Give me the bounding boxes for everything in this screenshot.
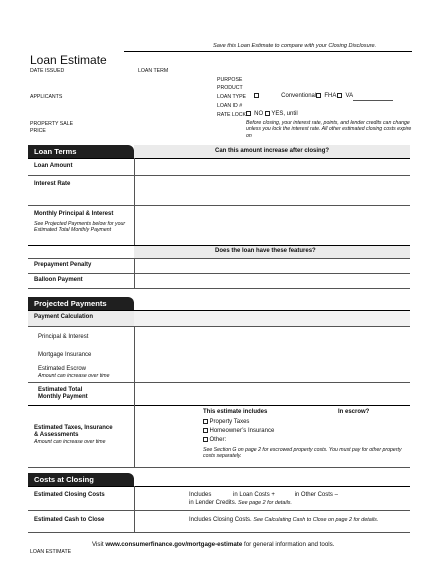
- homeowners-checkbox[interactable]: [203, 428, 208, 433]
- escrow-label: Estimated Escrow: [38, 366, 87, 372]
- loan-terms-heading: Loan Terms: [28, 145, 134, 158]
- taxes-note: Amount can increase over time: [34, 439, 106, 445]
- cc-see-page: See page 2 for details.: [238, 500, 292, 506]
- rate-lock-label: RATE LOCK: [217, 112, 247, 118]
- escrow-note: Amount can increase over time: [38, 373, 110, 379]
- cash-to-close-detail: [189, 517, 378, 524]
- divider: [28, 486, 410, 487]
- conventional-checkbox[interactable]: [254, 93, 259, 98]
- loan-term-label: LOAN TERM: [138, 68, 169, 74]
- prepayment-label: Prepayment Penalty: [34, 262, 92, 268]
- divider: [28, 405, 410, 406]
- opt-property-taxes: [203, 419, 249, 426]
- divider: [28, 288, 410, 289]
- column-divider: [134, 158, 135, 245]
- payment-calc-columns: [134, 311, 410, 326]
- footer-visit-a: Visit: [92, 541, 104, 548]
- fha-checkbox[interactable]: [316, 93, 321, 98]
- footer-visit-b: for general information and tools.: [244, 541, 335, 548]
- cc-loan-costs: in Loan Costs +: [233, 492, 275, 498]
- property-taxes-text: Property Taxes: [209, 419, 250, 426]
- loan-amount-label: Loan Amount: [34, 163, 73, 169]
- column-divider: [134, 326, 135, 405]
- va-checkbox[interactable]: [337, 93, 342, 98]
- price-label: PRICE: [30, 128, 46, 134]
- mortgage-insurance-label: Mortgage Insurance: [38, 352, 92, 358]
- principal-label: Principal & Interest: [38, 334, 89, 340]
- column-divider: [134, 405, 135, 467]
- divider: [28, 467, 410, 468]
- divider: [28, 258, 410, 259]
- features-question: Does the loan have these features?: [215, 248, 316, 254]
- section-note: See Section G on page 2 for escrowed property costs. You must pay for other property costs separately.: [203, 447, 402, 460]
- column-divider: [134, 486, 135, 532]
- monthly-pi-label: Monthly Principal & Interest: [34, 211, 114, 217]
- rate-lock-options: [246, 111, 298, 118]
- monthly-pi-note: See Projected Payments below for your Estimated Total Monthly Payment: [34, 221, 126, 234]
- loan-terms-rule: [28, 158, 410, 159]
- va-blank: [353, 100, 393, 101]
- tagline-rule: [124, 51, 412, 52]
- page-title: Loan Estimate: [30, 53, 107, 67]
- taxes-line1: Estimated Taxes, Insurance: [34, 425, 113, 431]
- fha-label: FHA: [324, 93, 337, 100]
- date-issued-label: DATE ISSUED: [30, 68, 65, 74]
- product-label: PRODUCT: [217, 85, 243, 91]
- payment-calc-label: Payment Calculation: [34, 314, 94, 320]
- divider: [28, 205, 410, 206]
- opt-homeowners: [203, 428, 274, 435]
- divider: [28, 273, 410, 274]
- other-checkbox[interactable]: [203, 437, 208, 442]
- ctc-includes: Includes Closing Costs.: [189, 517, 252, 523]
- homeowners-text: Homeowner’s Insurance: [209, 428, 275, 435]
- interest-rate-label: Interest Rate: [34, 181, 71, 187]
- opt-other: [203, 437, 226, 444]
- footer-visit: [92, 541, 334, 548]
- rate-lock-no-checkbox[interactable]: [246, 111, 251, 116]
- va-label: VA: [345, 93, 354, 100]
- property-label: PROPERTY SALE: [30, 121, 74, 127]
- closing-costs-detail-2: [189, 500, 292, 507]
- balloon-label: Balloon Payment: [34, 277, 83, 283]
- includes-label: This estimate includes: [203, 409, 268, 415]
- total-line1: Estimated Total: [38, 387, 83, 393]
- total-line2: Monthly Payment: [38, 394, 88, 400]
- loan-id-label: LOAN ID #: [217, 103, 243, 109]
- projected-heading: Projected Payments: [28, 297, 134, 310]
- ctc-see-page: See Calculating Cash to Close on page 2 for details.: [253, 517, 379, 523]
- taxes-line2: & Assessments: [34, 432, 79, 438]
- closing-heading: Costs at Closing: [28, 473, 134, 486]
- in-escrow-label: In escrow?: [338, 409, 370, 415]
- divider: [28, 382, 410, 383]
- other-text: Other:: [209, 437, 227, 444]
- applicants-label: APPLICANTS: [30, 94, 63, 100]
- footer-form-name: LOAN ESTIMATE: [30, 549, 72, 555]
- loan-type-label: LOAN TYPE: [217, 94, 247, 100]
- divider: [28, 326, 410, 327]
- rate-lock-yes-checkbox[interactable]: [265, 111, 270, 116]
- cc-lender-credits: in Lender Credits.: [189, 500, 237, 506]
- loan-type-options: [254, 93, 353, 100]
- divider: [28, 175, 410, 176]
- cc-includes: Includes: [189, 492, 212, 498]
- cc-other-costs: in Other Costs –: [294, 492, 338, 498]
- property-taxes-checkbox[interactable]: [203, 419, 208, 424]
- rate-note: Before closing, your interest rate, points, and lender credits can change unless you lock the interest rate. All other estimated closing costs expire on: [246, 120, 412, 139]
- conventional-label: Conventional: [281, 93, 317, 100]
- purpose-label: PURPOSE: [217, 77, 243, 83]
- footer-link[interactable]: www.consumerfinance.gov/mortgage-estimate: [105, 541, 243, 548]
- rate-lock-no-label: NO: [254, 111, 264, 118]
- column-divider: [134, 258, 135, 288]
- cash-to-close-label: Estimated Cash to Close: [34, 517, 105, 523]
- tagline: Save this Loan Estimate to compare with your Closing Disclosure.: [213, 43, 377, 49]
- rate-lock-yes-label: YES, until: [271, 111, 298, 118]
- divider: [28, 532, 410, 533]
- closing-costs-detail: [189, 492, 338, 499]
- closing-costs-label: Estimated Closing Costs: [34, 492, 105, 498]
- loan-terms-question: Can this amount increase after closing?: [215, 148, 330, 154]
- divider: [28, 510, 410, 511]
